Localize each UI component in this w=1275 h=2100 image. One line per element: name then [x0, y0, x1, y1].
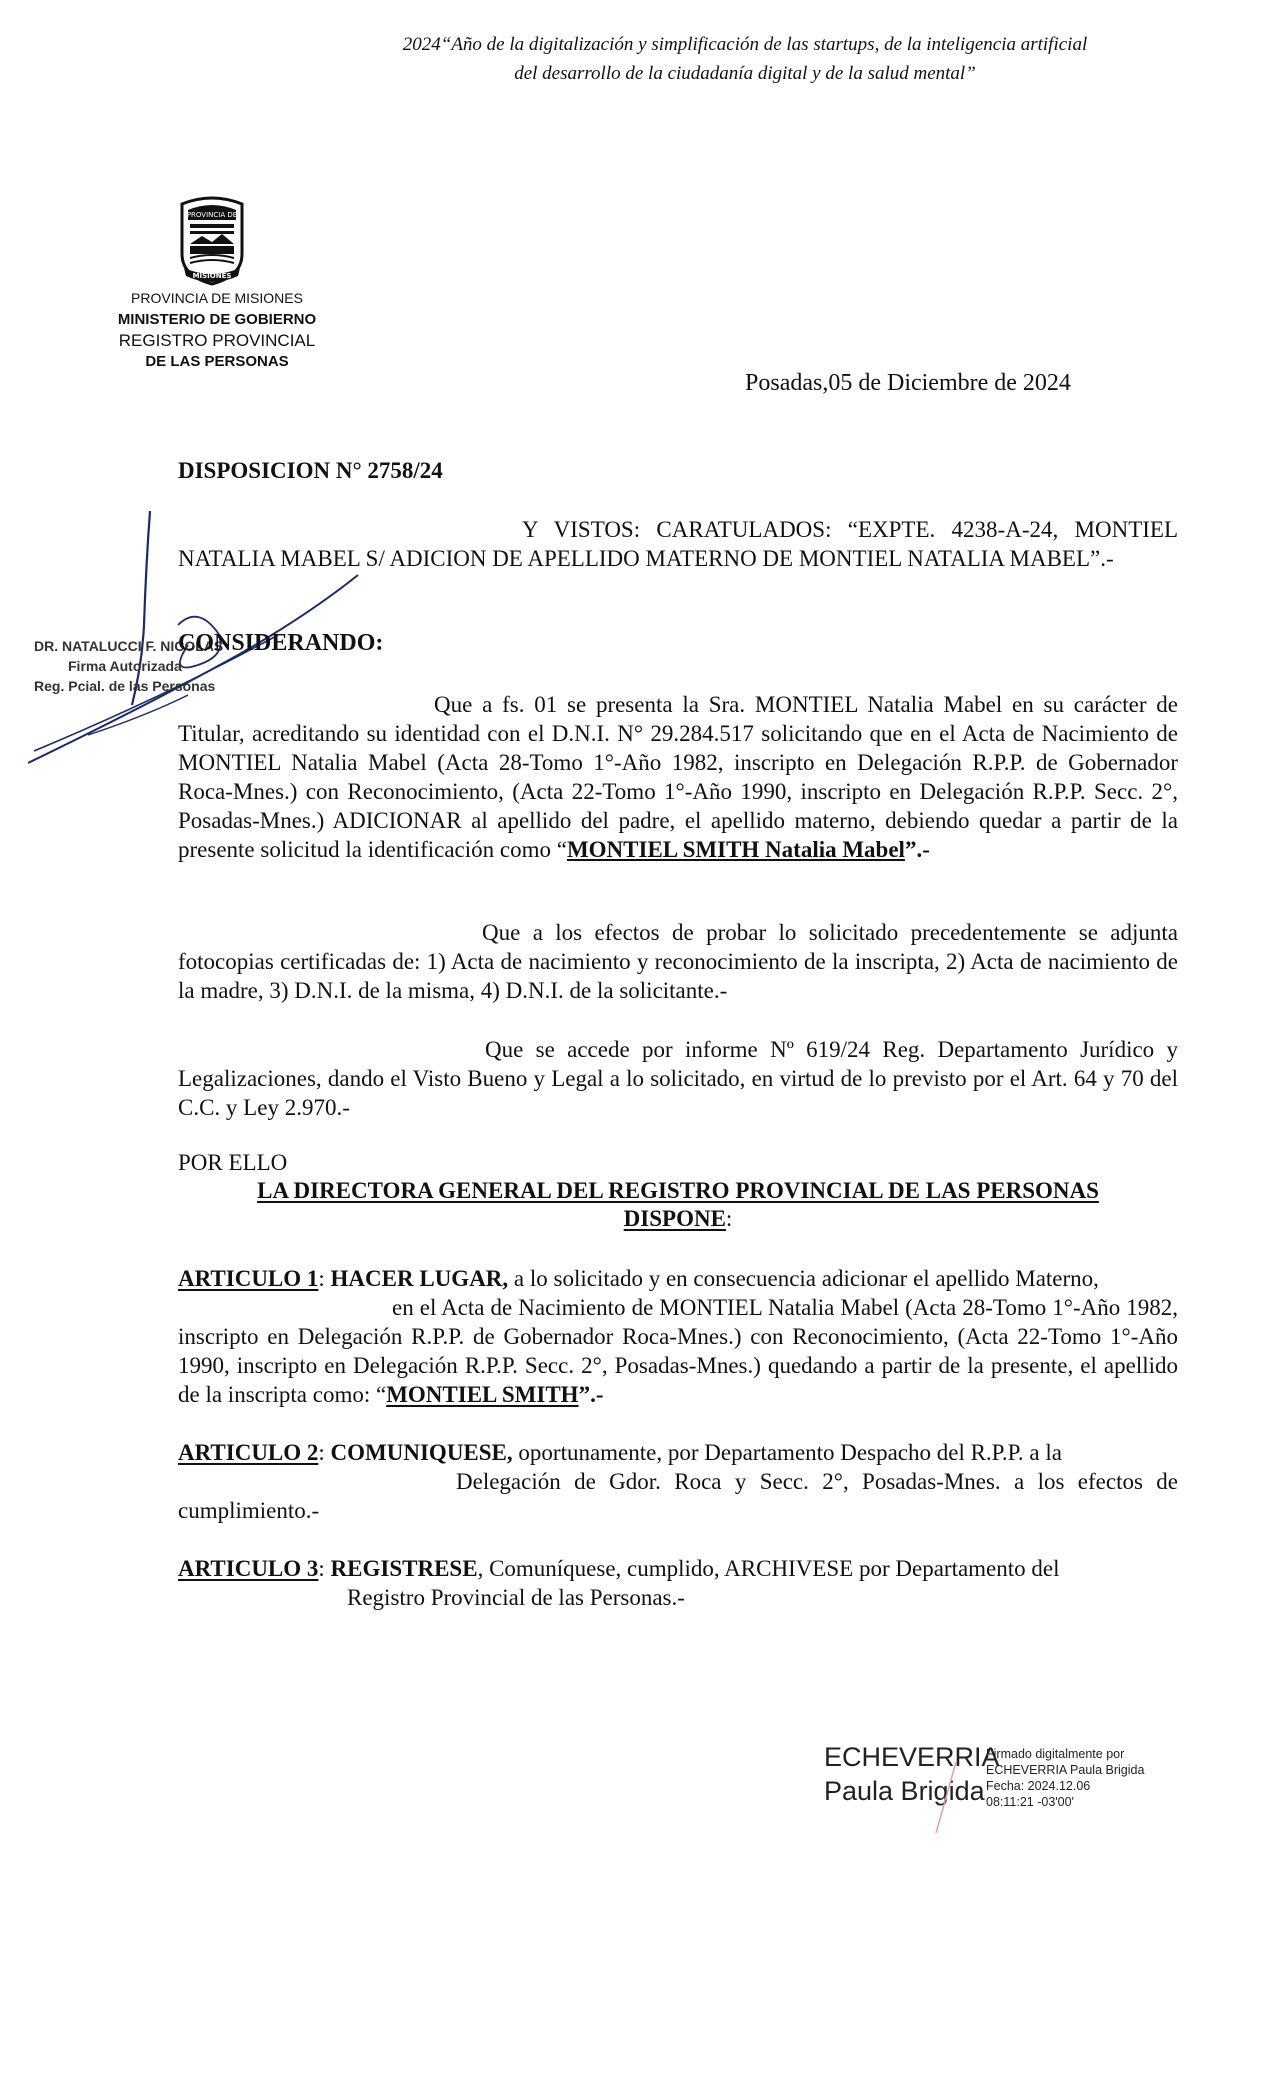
stamp-office: Reg. Pcial. de las Personas	[34, 678, 216, 694]
svg-text:PROVINCIA DE: PROVINCIA DE	[186, 211, 238, 219]
articulo-3-action: REGISTRESE	[330, 1556, 478, 1581]
articulo-1-end: ”.-	[578, 1382, 604, 1407]
articulo-1	[178, 1264, 1178, 1409]
articulo-1-action: HACER LUGAR,	[330, 1266, 509, 1291]
articulo-3	[178, 1554, 1178, 1612]
province-name: PROVINCIA DE MISIONES	[131, 290, 303, 306]
dispone-word: DISPONE	[623, 1206, 726, 1231]
requested-full-name: MONTIEL SMITH Natalia Mabel	[566, 837, 905, 862]
articulo-2-rest: Delegación de Gdor. Roca y Secc. 2°, Posadas-Mnes. a los efectos de cumplimiento.-	[178, 1469, 1178, 1523]
signer-surname: ECHEVERRIA	[824, 1742, 1000, 1772]
document-date: Posadas,05 de Diciembre de 2024	[745, 370, 1071, 396]
articulo-1-rest: en el Acta de Nacimiento de MONTIEL Natalia Mabel (Acta 28-Tomo 1°-Año 1982, inscripto en Delegación R.P.P. de Gobernador Roca-Mnes.) con Reconocimiento, (Acta 22-Tomo 1°-Año 1990, inscripto en Delegación R.P.P. Secc. 2°, Posadas-Mnes.) quedando a partir de la presente, el apellido de la inscripta como: “	[178, 1295, 1178, 1407]
directora-heading	[178, 1177, 1178, 1233]
ministry-name: MINISTERIO DE GOBIERNO	[117, 311, 317, 328]
articulo-3-label: ARTICULO 3	[178, 1556, 319, 1581]
articulo-1-label: ARTICULO 1	[178, 1266, 319, 1291]
digital-signature-info	[986, 1746, 1144, 1810]
articulo-1-sep: :	[318, 1266, 331, 1291]
paragraph-1-text: Que a fs. 01 se presenta la Sra. MONTIEL Natalia Mabel en su carácter de Titular, acreditando su identidad con el D.N.I. N° 29.284.517 solicitando que en el Acta de Nacimiento de MONTIEL Natalia Mabel (Acta 28-Tomo 1°-Año 1982, inscripto en Delegación R.P.P. de Gobernador Roca-Mnes.) con Reconocimiento, (Acta 22-Tomo 1°-Año 1990, inscripto en Delegación R.P.P. Secc. 2°, Posadas-Mnes.) ADICIONAR al apellido del padre, el apellido materno, debiendo quedar a partir de la presente solicitud la identificación como “	[178, 692, 1178, 862]
considerando-paragraph-2: Que a los efectos de probar lo solicitado precedentemente se adjunta fotocopias certificadas de: 1) Acta de nacimiento y reconocimiento de la inscripta, 2) Acta de nacimiento de la madre, 3) D.N.I. de la misma, 4) D.N.I. de la solicitante.-	[178, 920, 1178, 1003]
dispone-colon: :	[725, 1206, 733, 1231]
articulo-2	[178, 1438, 1178, 1525]
province-emblem-icon	[168, 196, 256, 286]
motto-line-2: del desarrollo de la ciudadanía digital y de la salud mental”	[514, 63, 976, 84]
articulo-2-action: COMUNIQUESE,	[330, 1440, 513, 1465]
disposition-number: DISPOSICION N° 2758/24	[178, 458, 443, 483]
digital-signature-name	[824, 1740, 1000, 1808]
signer-given-names: Paula Brigida	[824, 1776, 985, 1806]
articulo-3-rest: Registro Provincial de las Personas.-	[347, 1585, 685, 1610]
vistos-paragraph: Y VISTOS: CARATULADOS: “EXPTE. 4238-A-24, MONTIEL NATALIA MABEL S/ ADICION DE APELLIDO MATERNO DE MONTIEL NATALIA MABEL”.-	[178, 517, 1178, 571]
signature-info-time: 08:11:21 -03'00'	[986, 1795, 1074, 1809]
registry-subname: DE LAS PERSONAS	[145, 353, 289, 370]
articulo-1-new-surname: MONTIEL SMITH	[386, 1382, 579, 1407]
considerando-heading: CONSIDERANDO:	[178, 630, 384, 656]
signature-info-line-1: Firmado digitalmente por	[986, 1747, 1125, 1761]
svg-text:MISIONES: MISIONES	[192, 272, 232, 280]
stamp-name: DR. NATALUCCI F. NICOLAS	[34, 638, 224, 654]
articulo-3-line1: , Comuníquese, cumplido, ARCHIVESE por Departamento del	[477, 1556, 1060, 1581]
articulo-3-sep: :	[318, 1556, 331, 1581]
por-ello: POR ELLO	[178, 1150, 288, 1175]
articulo-1-line1: a lo solicitado y en consecuencia adicionar el apellido Materno,	[508, 1266, 1099, 1291]
motto-line-1: 2024“Año de la digitalización y simplificación de las startups, de la inteligencia artificial	[402, 34, 1088, 55]
articulo-2-line1: oportunamente, por Departamento Despacho del R.P.P. a la	[512, 1440, 1062, 1465]
signature-mark-icon	[932, 1760, 962, 1835]
signature-info-line-2: ECHEVERRIA Paula Brigida	[986, 1763, 1145, 1777]
signature-info-date: Fecha: 2024.12.06	[986, 1779, 1091, 1793]
paragraph-1-end: ”.-	[904, 837, 930, 862]
year-motto	[300, 30, 1190, 88]
articulo-2-label: ARTICULO 2	[178, 1440, 319, 1465]
institution-header	[92, 288, 342, 372]
directora-title: LA DIRECTORA GENERAL DEL REGISTRO PROVINCIAL DE LAS PERSONAS	[257, 1178, 1099, 1203]
registry-name: REGISTRO PROVINCIAL	[118, 331, 316, 350]
considerando-paragraph-3: Que se accede por informe Nº 619/24 Reg. Departamento Jurídico y Legalizaciones, dando el Visto Bueno y Legal a lo solicitado, en virtud de lo previsto por el Art. 64 y 70 del C.C. y Ley 2.970.-	[178, 1037, 1178, 1120]
articulo-2-sep: :	[318, 1440, 331, 1465]
considerando-paragraph-1	[178, 690, 1178, 864]
stamp-role: Firma Autorizada	[68, 658, 182, 674]
